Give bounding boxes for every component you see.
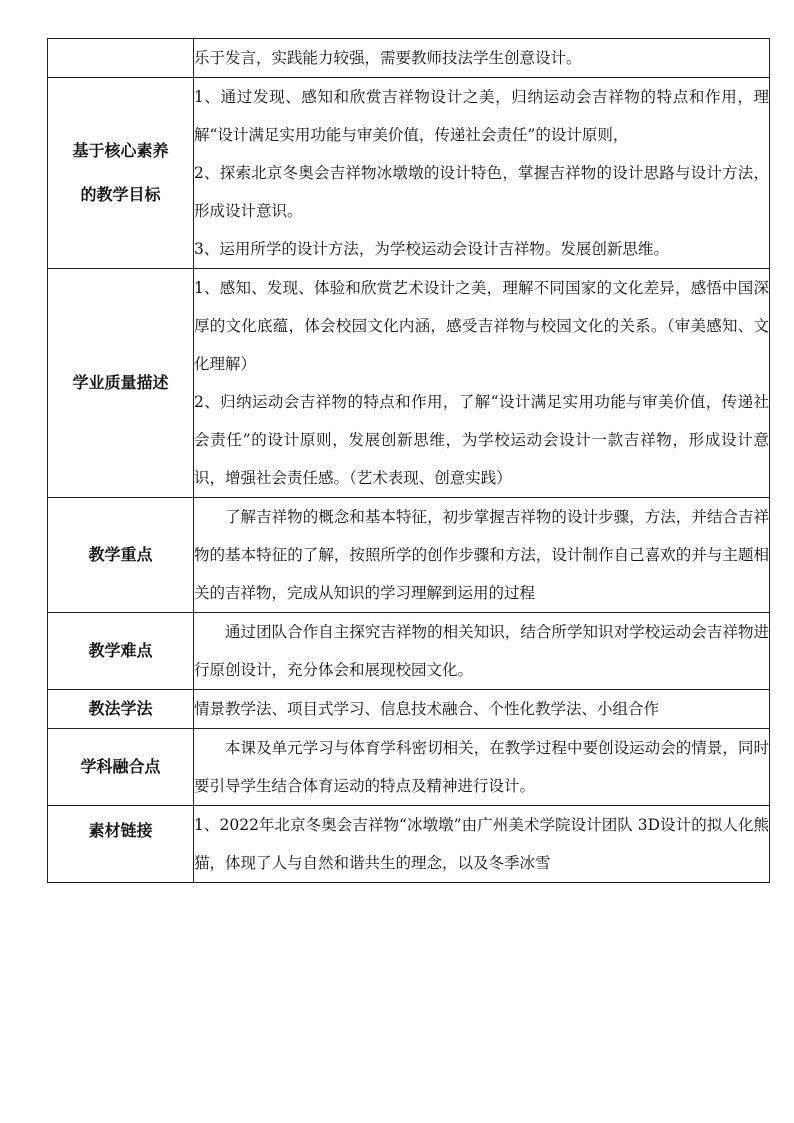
paragraph: 1、通过发现、感知和欣赏吉祥物设计之美，归纳运动会吉祥物的特点和作用，理解“设计满足实用功能与审美价值，传递社会责任”的设计原则， bbox=[194, 88, 769, 144]
table-row bbox=[48, 269, 770, 498]
row-label-materials: 素材链接 bbox=[48, 806, 194, 883]
paragraph: 通过团队合作自主探究吉祥物的相关知识，结合所学知识对学校运动会吉祥物进行原创设计，充分体会和展现校园文化。 bbox=[194, 623, 769, 679]
paragraph: 1、2022年北京冬奥会吉祥物“冰墩墩”由广州美术学院设计团队 3D设计的拟人化熊猫，体现了人与自然和谐共生的理念，以及冬季冰雪 bbox=[194, 816, 769, 872]
row-content-difficulties bbox=[194, 613, 770, 690]
paragraph: 2、探索北京冬奥会吉祥物冰墩墩的设计特色，掌握吉祥物的设计思路与设计方法，形成设计意识。 bbox=[194, 164, 769, 220]
label-text: 基于核心素养的教学目标 bbox=[72, 141, 169, 204]
row-content-quality-description bbox=[194, 269, 770, 498]
row-content-methods bbox=[194, 690, 770, 729]
row-content-key-points bbox=[194, 498, 770, 613]
row-label-methods: 教法学法 bbox=[48, 690, 194, 729]
row-content-teaching-objectives bbox=[194, 78, 770, 269]
paragraph: 本课及单元学习与体育学科密切相关，在教学过程中要创设运动会的情景，同时要引导学生结合体育运动的特点及精神进行设计。 bbox=[194, 739, 769, 795]
paragraph: 情景教学法、项目式学习、信息技术融合、个性化教学法、小组合作 bbox=[194, 700, 660, 718]
paragraph: 2、归纳运动会吉祥物的特点和作用，了解“设计满足实用功能与审美价值，传递社会责任”的设计原则，发展创新思维，为学校运动会设计一款吉祥物，形成设计意识，增强社会责任感。（艺术表现、创意实践） bbox=[194, 393, 769, 487]
row-content-student-analysis bbox=[194, 39, 770, 78]
paragraph: 1、感知、发现、体验和欣赏艺术设计之美，理解不同国家的文化差异，感悟中国深厚的文化底蕴，体会校园文化内涵，感受吉祥物与校园文化的关系。（审美感知、文化理解） bbox=[194, 279, 769, 373]
paragraph: 3、运用所学的设计方法，为学校运动会设计吉祥物。发展创新思维。 bbox=[194, 240, 669, 258]
table-row bbox=[48, 613, 770, 690]
row-label-quality-description: 学业质量描述 bbox=[48, 269, 194, 498]
table-row bbox=[48, 690, 770, 729]
table-row bbox=[48, 39, 770, 78]
row-content-integration bbox=[194, 729, 770, 806]
table-row bbox=[48, 806, 770, 883]
row-content-materials bbox=[194, 806, 770, 883]
row-label-integration: 学科融合点 bbox=[48, 729, 194, 806]
table-row bbox=[48, 498, 770, 613]
row-label-difficulties: 教学难点 bbox=[48, 613, 194, 690]
paragraph: 了解吉祥物的概念和基本特征，初步掌握吉祥物的设计步骤，方法，并结合吉祥物的基本特征的了解，按照所学的创作步骤和方法，设计制作自己喜欢的并与主题相关的吉祥物，完成从知识的学习理解到运用的过程 bbox=[194, 508, 769, 602]
table-row bbox=[48, 78, 770, 269]
paragraph: 乐于发言，实践能力较强，需要教师技法学生创意设计。 bbox=[194, 49, 582, 67]
row-label-empty bbox=[48, 39, 194, 78]
table-row bbox=[48, 729, 770, 806]
lesson-plan-table bbox=[47, 38, 770, 883]
row-label-key-points: 教学重点 bbox=[48, 498, 194, 613]
row-label-teaching-objectives bbox=[48, 78, 194, 269]
